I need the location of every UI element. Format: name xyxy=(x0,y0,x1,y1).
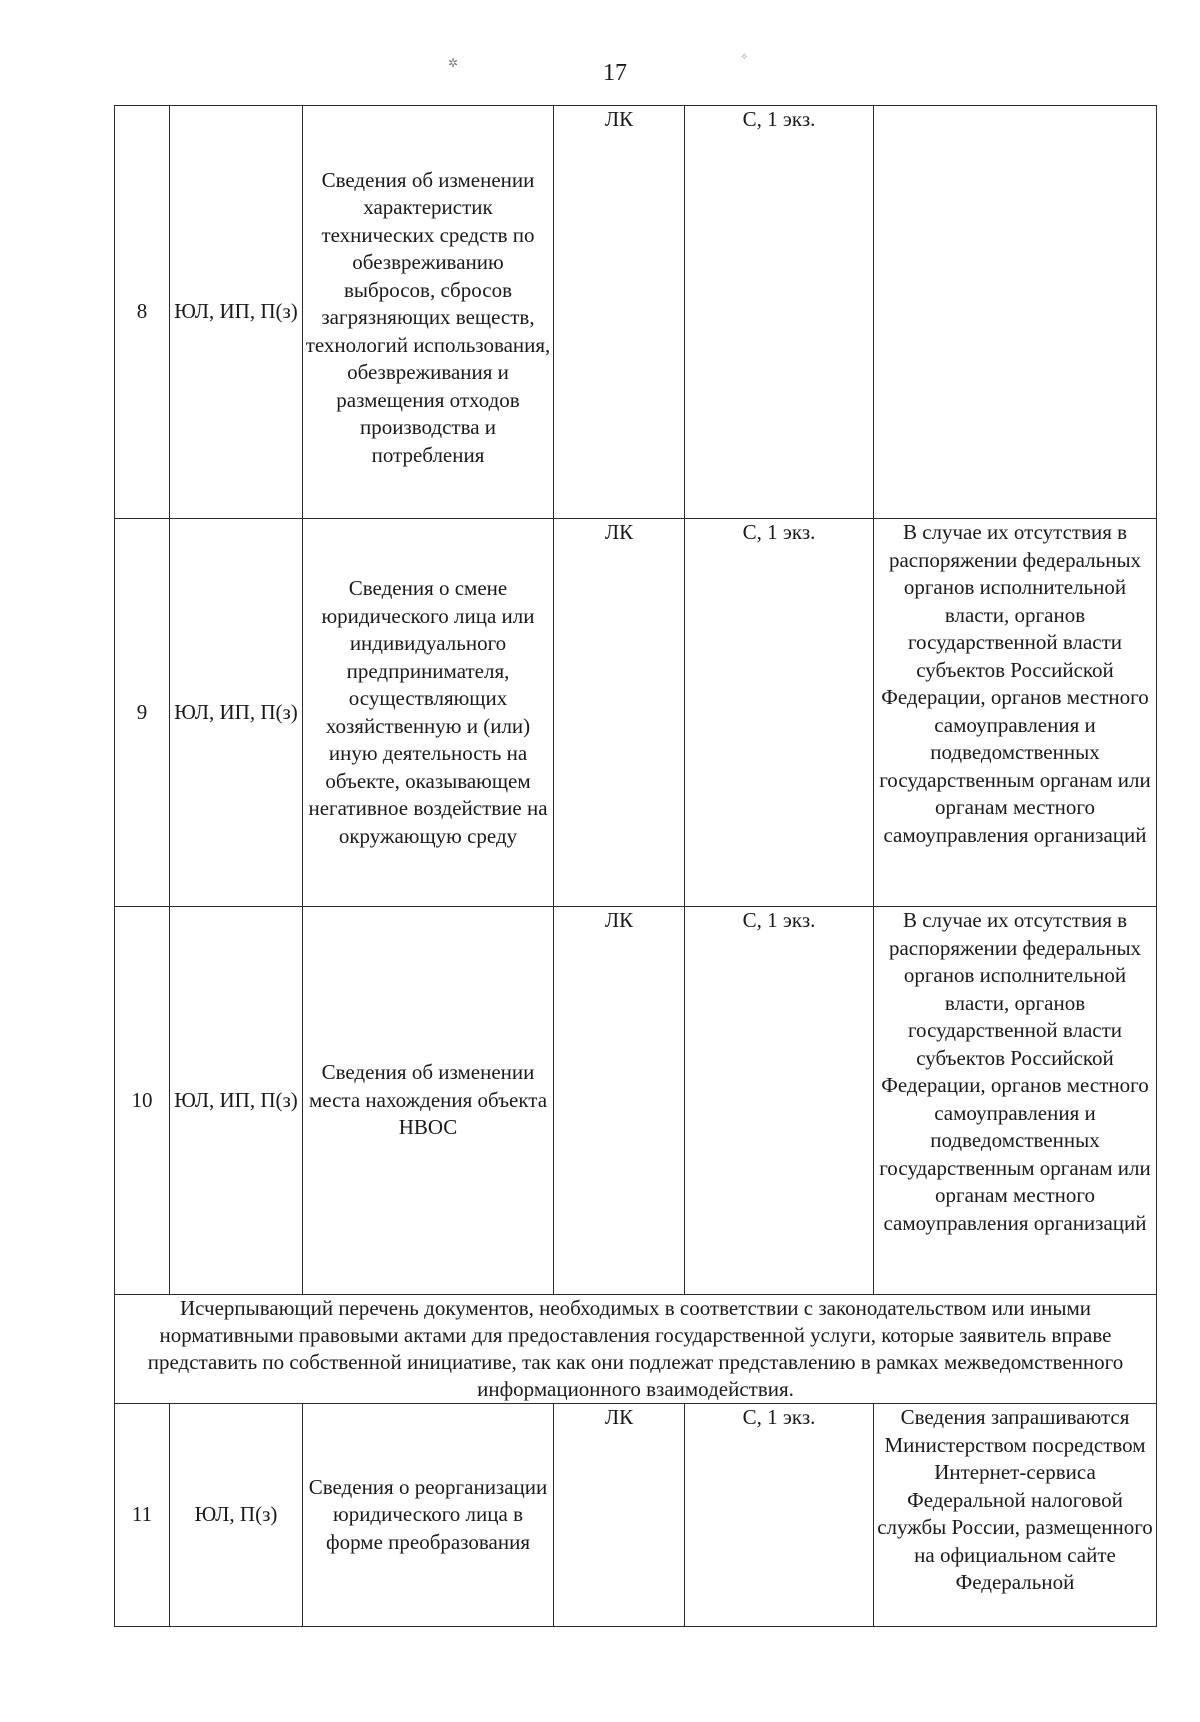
scan-speck: ✧ xyxy=(740,52,749,63)
document-note: Сведения запрашиваются Министерством посредством Интернет-сервиса Федеральной налоговой службы России, размещенного на официальном сайте Федеральной xyxy=(874,1404,1157,1627)
table-row xyxy=(115,519,1157,907)
applicant-category: ЮЛ, ИП, П(з) xyxy=(170,106,303,519)
scan-speck: ✲ xyxy=(448,56,459,70)
document-name: Сведения об изменении места нахождения объекта НВОС xyxy=(303,907,554,1295)
section-heading: Исчерпывающий перечень документов, необходимых в соответствии с законодательством или иными нормативными правовыми актами для предоставления государственной услуги, которые заявитель вправе представить по собственной инициативе, так как они подлежат представлению в рамках межведомственного информационного взаимодействия. xyxy=(115,1295,1157,1404)
applicant-category: ЮЛ, ИП, П(з) xyxy=(170,519,303,907)
document-form: ЛК xyxy=(554,1404,685,1627)
document-type: С, 1 экз. xyxy=(685,1404,874,1627)
document-name: Сведения о смене юридического лица или индивидуального предпринимателя, осуществляющих хозяйственную и (или) иную деятельность на объекте, оказывающем негативное воздействие на окружающую среду xyxy=(303,519,554,907)
document-form: ЛК xyxy=(554,519,685,907)
document-note xyxy=(874,106,1157,519)
document-form: ЛК xyxy=(554,907,685,1295)
document-form: ЛК xyxy=(554,106,685,519)
documents-table xyxy=(114,105,1157,1627)
row-number: 9 xyxy=(115,519,170,907)
table-row xyxy=(115,1404,1157,1627)
document-name: Сведения о реорганизации юридического лица в форме преобразования xyxy=(303,1404,554,1627)
document-name: Сведения об изменении характеристик технических средств по обезвреживанию выбросов, сбросов загрязняющих веществ, технологий использования, обезвреживания и размещения отходов производства и потребления xyxy=(303,106,554,519)
document-type: С, 1 экз. xyxy=(685,106,874,519)
section-header-row xyxy=(115,1295,1157,1404)
applicant-category: ЮЛ, ИП, П(з) xyxy=(170,907,303,1295)
document-type: С, 1 экз. xyxy=(685,519,874,907)
applicant-category: ЮЛ, П(з) xyxy=(170,1404,303,1627)
table-row xyxy=(115,106,1157,519)
row-number: 8 xyxy=(115,106,170,519)
row-number: 10 xyxy=(115,907,170,1295)
table-row xyxy=(115,907,1157,1295)
document-type: С, 1 экз. xyxy=(685,907,874,1295)
page-number: 17 xyxy=(603,60,627,86)
document-note: В случае их отсутствия в распоряжении федеральных органов исполнительной власти, органов государственной власти субъектов Российской Федерации, органов местного самоуправления и подведомственных государственным органам или органам местного самоуправления организаций xyxy=(874,519,1157,907)
row-number: 11 xyxy=(115,1404,170,1627)
document-note: В случае их отсутствия в распоряжении федеральных органов исполнительной власти, органов государственной власти субъектов Российской Федерации, органов местного самоуправления и подведомственных государственным органам или органам местного самоуправления организаций xyxy=(874,907,1157,1295)
